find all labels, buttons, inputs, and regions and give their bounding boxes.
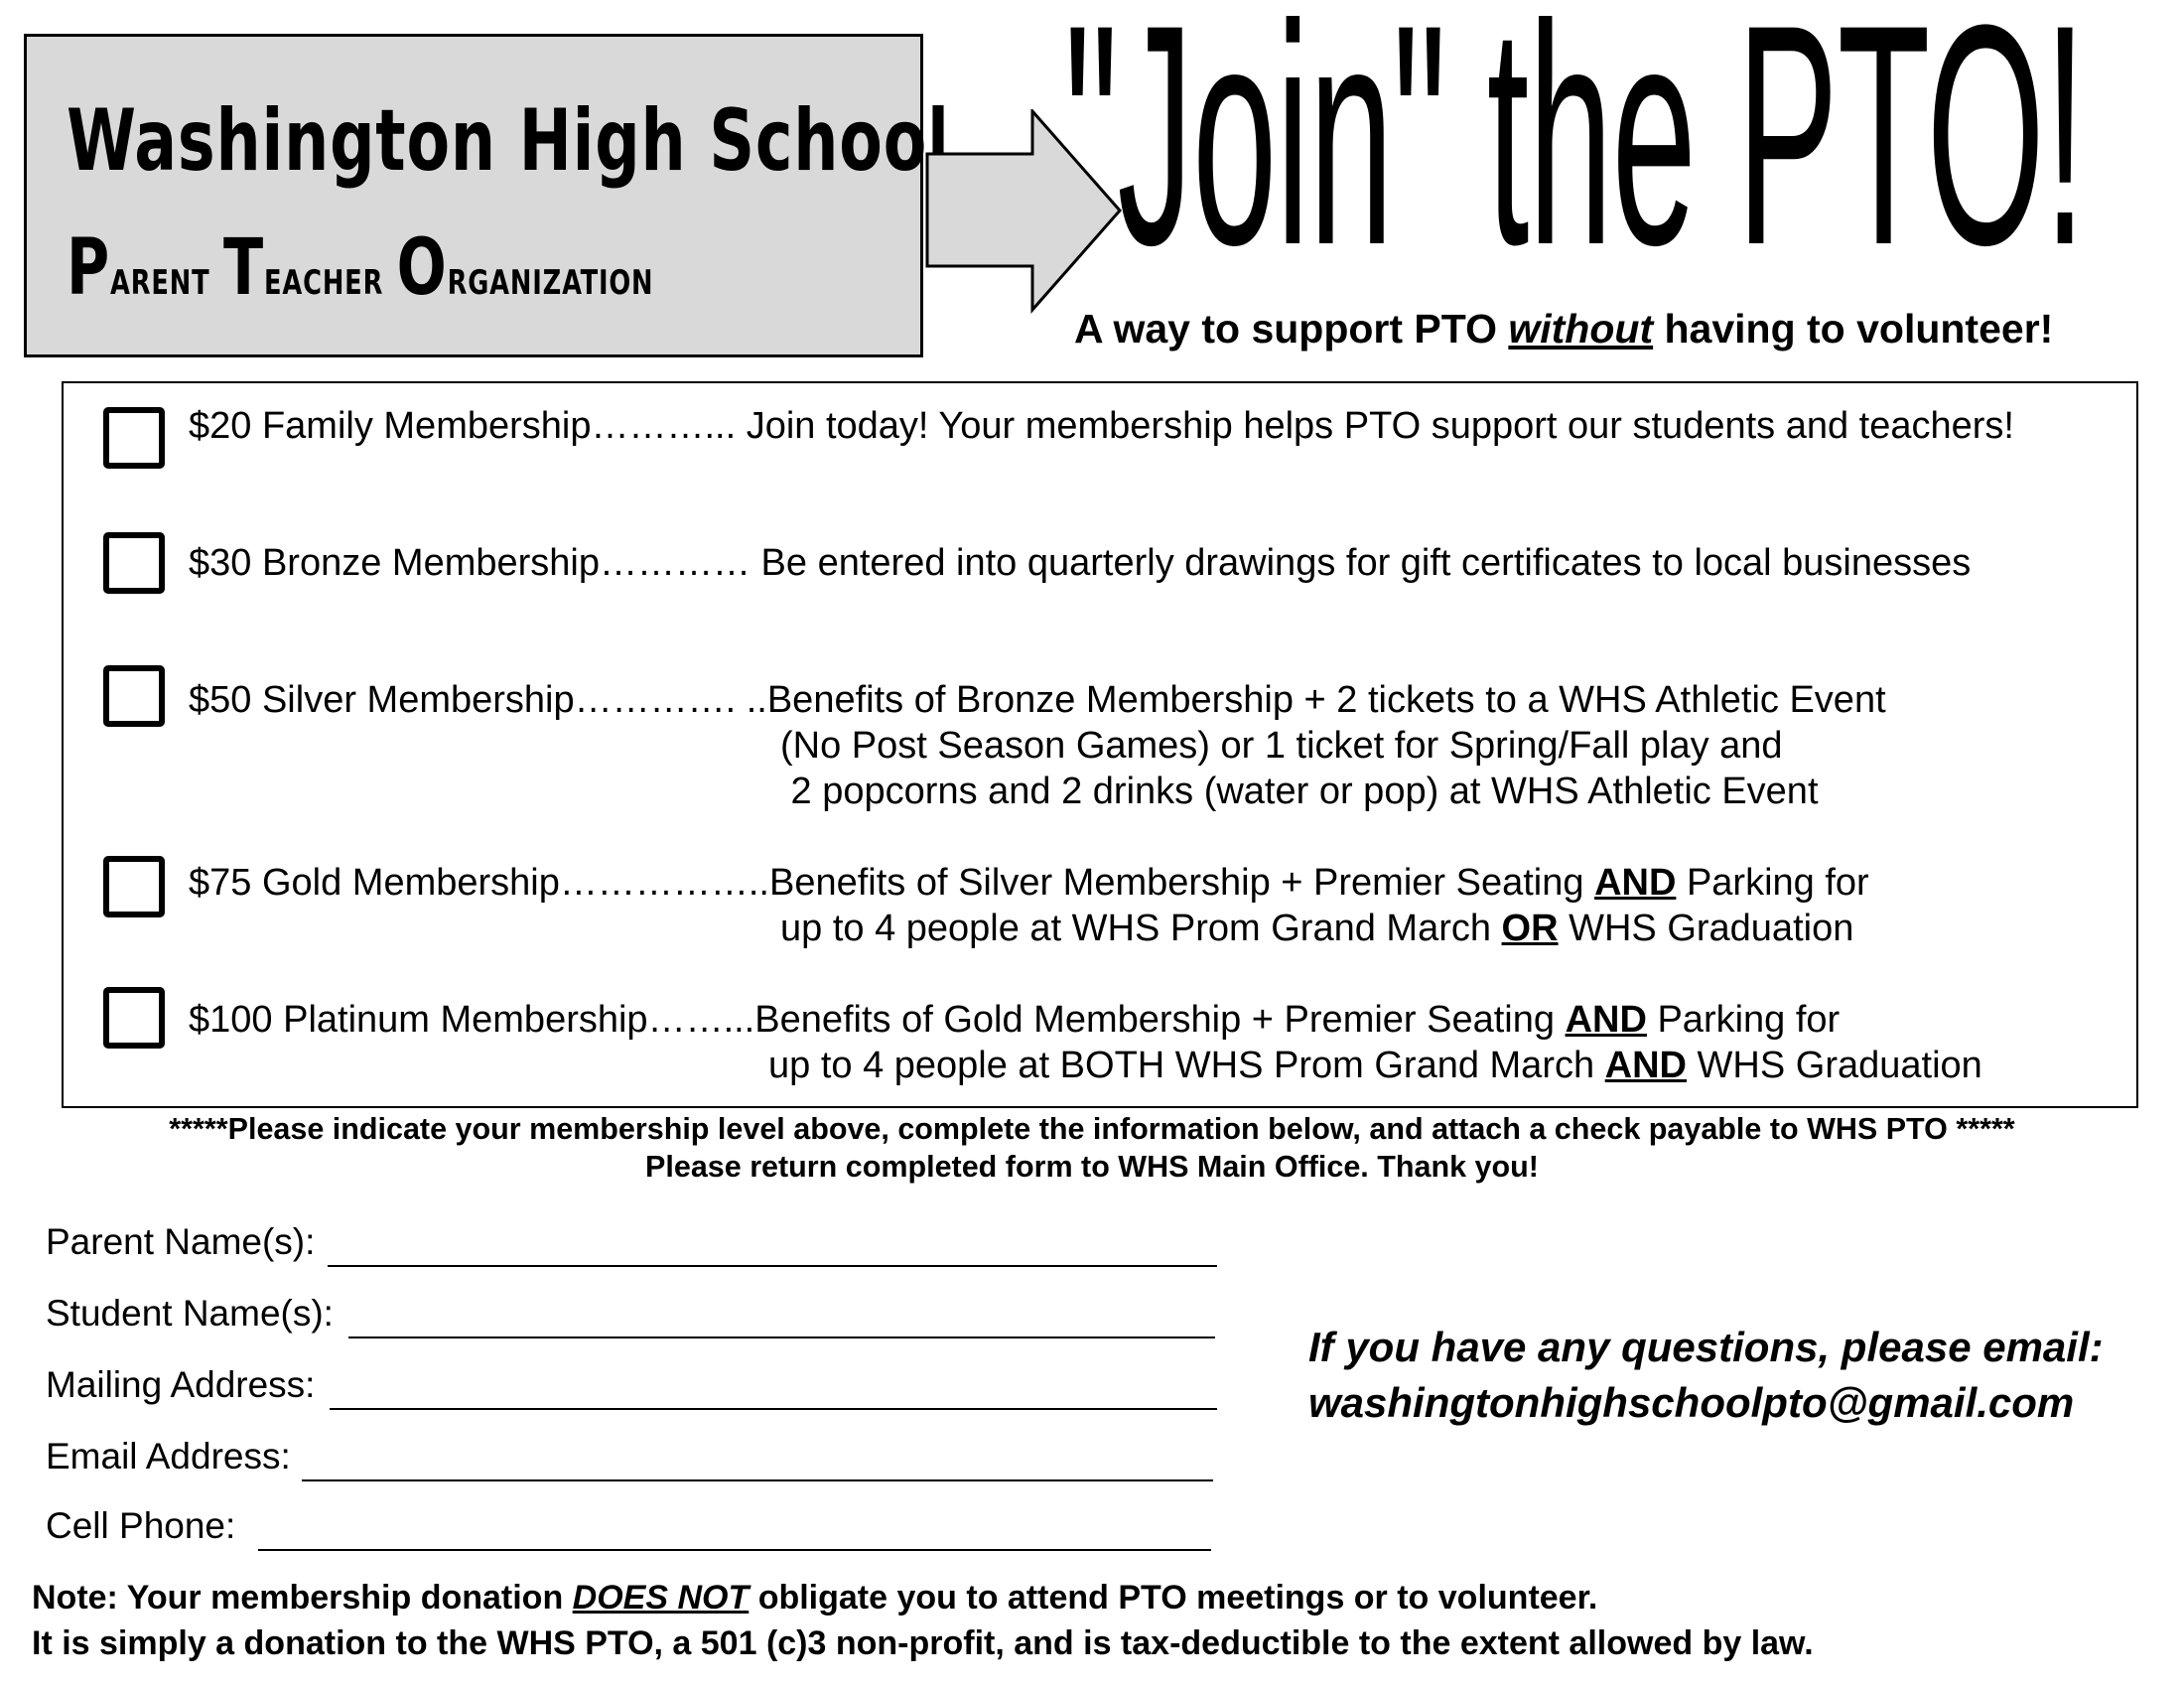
checkbox-bronze-membership[interactable] — [103, 532, 165, 594]
cell-phone-label: Cell Phone: — [46, 1505, 236, 1546]
note-line-1-before: Note: Your membership donation — [32, 1579, 573, 1617]
parent-name-line[interactable] — [328, 1265, 1217, 1267]
org-word-1-initial: P — [67, 223, 111, 313]
platinum-line-1-a: $100 Platinum Membership……...Benefits of Gold Membership + Premier Seating — [189, 999, 1566, 1041]
cell-phone-line[interactable] — [258, 1549, 1211, 1551]
gold-line-1-a: $75 Gold Membership……………..Benefits of Silver Membership + Premier Seating — [189, 862, 1595, 904]
school-header-box — [24, 34, 950, 357]
membership-gold-line-2 — [780, 906, 1853, 951]
page-title: "Join" the PTO! — [1064, 0, 2086, 310]
parent-name-field[interactable] — [46, 1221, 1177, 1269]
gold-line-1-c: Parking for — [1676, 862, 1869, 904]
contact-question: If you have any questions, please email: — [1308, 1324, 2104, 1370]
membership-silver-line-3: 2 popcorns and 2 drinks (water or pop) at WHS Athletic Event — [780, 771, 1819, 812]
email-address-label: Email Address: — [46, 1436, 291, 1477]
cell-phone-field[interactable] — [46, 1505, 1177, 1553]
platinum-line-1-c: Parking for — [1646, 999, 1841, 1041]
note-emphasis: DOES NOT — [572, 1579, 750, 1617]
mailing-address-field[interactable] — [46, 1364, 1177, 1412]
checkbox-family-membership[interactable] — [103, 407, 165, 469]
checkbox-gold-membership[interactable] — [103, 856, 165, 917]
note-line-2: It is simply a donation to the WHS PTO, a 501 (c)3 non-profit, and is tax-deductible to the extent allowed by law. — [32, 1624, 1814, 1662]
email-address-line[interactable] — [302, 1479, 1213, 1481]
instructions-line-1: *****Please indicate your membership level above, complete the information below, and attach a check payable to WHS PTO ***** — [169, 1112, 2015, 1146]
subtitle-emphasis: without — [1508, 306, 1654, 352]
membership-gold-line-1 — [189, 860, 1869, 906]
note-line-1-after: obligate you to attend PTO meetings or to volunteer. — [749, 1579, 1598, 1617]
membership-silver-line-2: (No Post Season Games) or 1 ticket for Spring/Fall play and — [780, 725, 1783, 767]
membership-platinum-line-2 — [768, 1043, 1982, 1088]
gold-and-emphasis: AND — [1594, 862, 1677, 904]
subtitle — [1074, 306, 2053, 352]
membership-platinum-line-1 — [189, 997, 1840, 1043]
org-word-1-rest: arent — [110, 250, 223, 306]
gold-line-2-a: up to 4 people at WHS Prom Grand March — [780, 908, 1502, 949]
organization-name — [67, 223, 653, 313]
platinum-and-emphasis-2: AND — [1604, 1045, 1687, 1086]
subtitle-after: having to volunteer! — [1653, 306, 2054, 352]
gold-line-2-c: WHS Graduation — [1558, 908, 1854, 949]
checkbox-platinum-membership[interactable] — [103, 987, 165, 1049]
platinum-and-emphasis-1: AND — [1565, 999, 1647, 1041]
school-name: Washington High School — [67, 91, 950, 191]
membership-silver-line-1: $50 Silver Membership…………. ..Benefits of Bronze Membership + 2 tickets to a WHS Athletic Event — [189, 679, 1886, 721]
student-name-field[interactable] — [46, 1293, 1177, 1340]
mailing-address-line[interactable] — [330, 1408, 1217, 1410]
contact-email[interactable]: washingtonhighschoolpto@gmail.com — [1308, 1379, 2075, 1426]
org-word-3-initial: O — [396, 223, 448, 313]
org-word-3-rest: rganization — [447, 250, 654, 306]
student-name-label: Student Name(s): — [46, 1293, 334, 1334]
subtitle-before: A way to support PTO — [1074, 306, 1509, 352]
student-name-line[interactable] — [348, 1336, 1215, 1338]
gold-or-emphasis: OR — [1501, 908, 1559, 949]
org-word-2-rest: eacher — [264, 250, 397, 306]
checkbox-silver-membership[interactable] — [103, 665, 165, 727]
mailing-address-label: Mailing Address: — [46, 1364, 316, 1405]
email-address-field[interactable] — [46, 1436, 1177, 1483]
note-line-1 — [32, 1579, 1597, 1618]
membership-bronze-line-1: $30 Bronze Membership………… Be entered into quarterly drawings for gift certificates to local businesses — [189, 542, 1972, 584]
parent-name-label: Parent Name(s): — [46, 1221, 316, 1262]
instructions-line-2: Please return completed form to WHS Main Office. Thank you! — [645, 1150, 1539, 1184]
membership-family-line-1: $20 Family Membership………... Join today! Your membership helps PTO support our students and teachers! — [189, 405, 2014, 447]
platinum-line-2-a: up to 4 people at BOTH WHS Prom Grand March — [768, 1045, 1605, 1086]
platinum-line-2-c: WHS Graduation — [1687, 1045, 1982, 1086]
org-word-2-initial: T — [222, 223, 265, 313]
